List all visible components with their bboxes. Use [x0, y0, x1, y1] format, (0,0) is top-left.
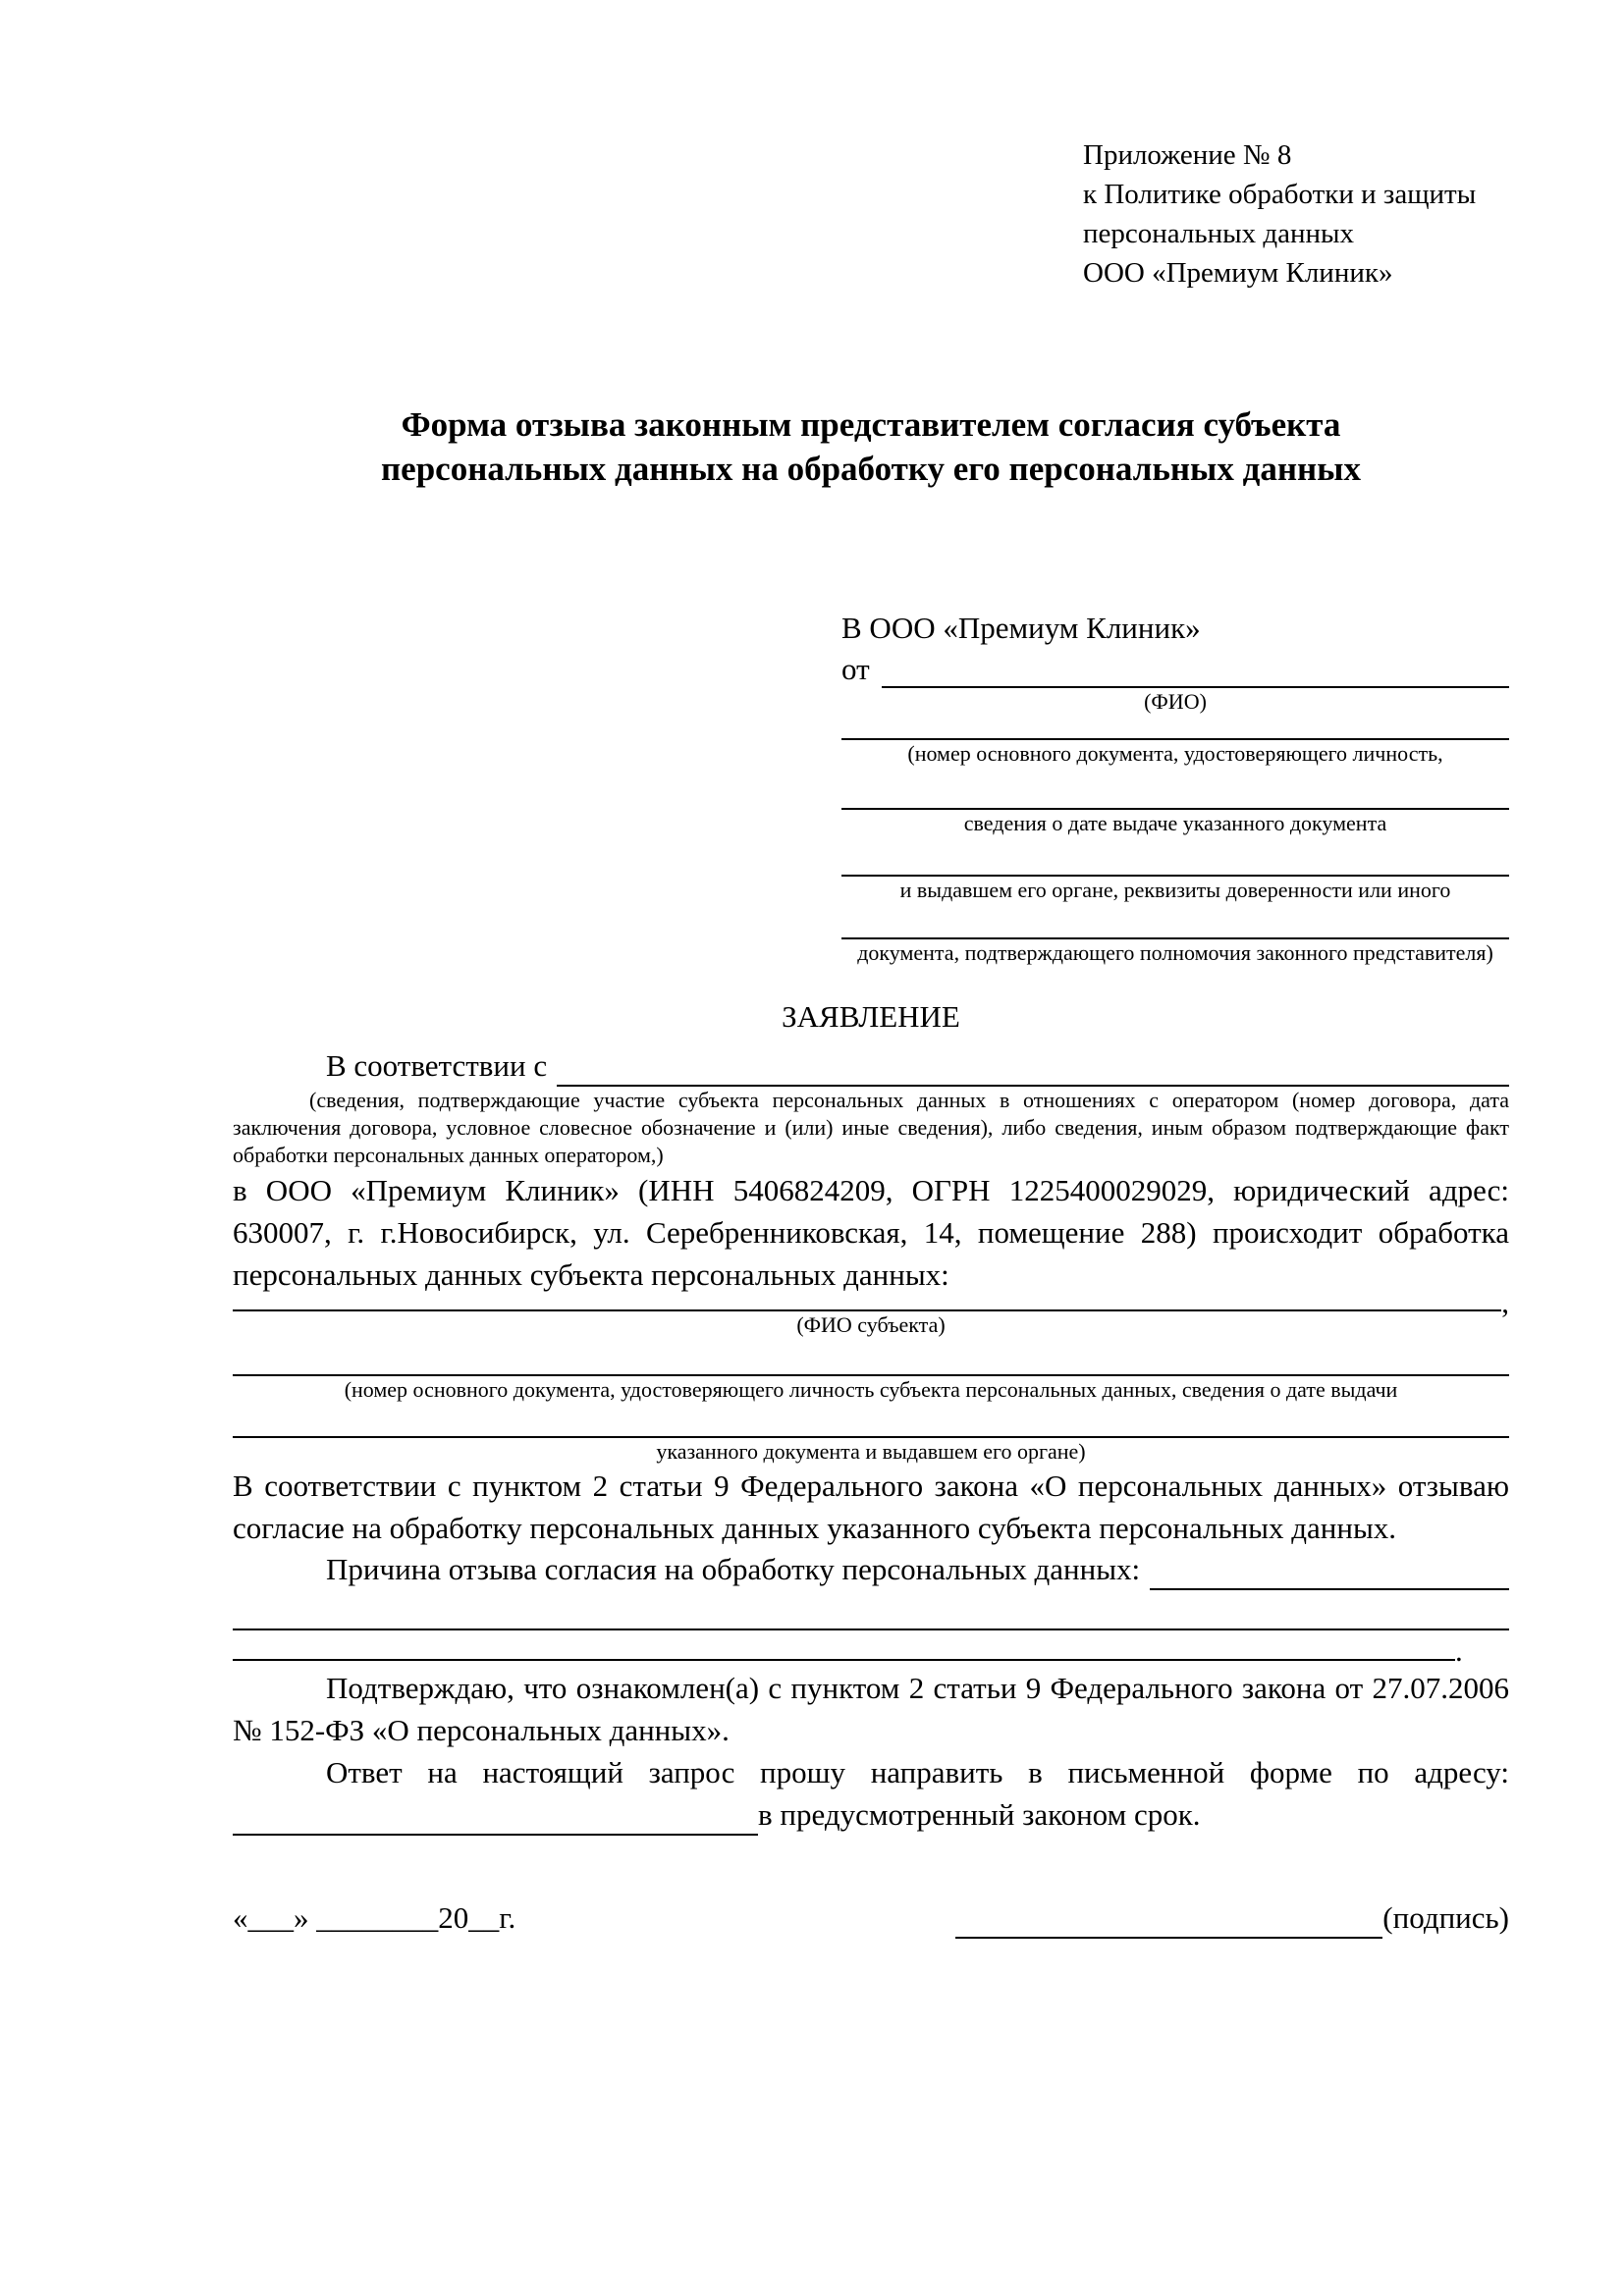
document-title: Форма отзыва законным представителем согласия субъекта персональных данных на обработку его персональных данных — [381, 405, 1361, 488]
appendix-line: персональных данных — [1083, 218, 1355, 249]
withdraw-paragraph: В соответствии с пунктом 2 статьи 9 Федерального закона «О персональных данных» отзываю согласие на обработку персональных данных указанного субъекта персональных данных. — [233, 1468, 1509, 1545]
signature-block — [955, 1896, 1509, 1939]
subject-document-caption-1: (номер основного документа, удостоверяющего личность субъекта персональных данных, сведения о дате выдачи — [344, 1377, 1398, 1402]
fio-caption: (ФИО) — [1144, 689, 1207, 714]
from-row — [841, 649, 1509, 688]
from-label: от — [841, 652, 870, 686]
reason-line3-row — [233, 1630, 1509, 1668]
reason-row — [233, 1549, 1509, 1590]
footer-row — [233, 1896, 1509, 1939]
reply-address-row — [233, 1793, 1509, 1836]
appendix-note — [1083, 135, 1509, 293]
issuing-authority-field — [841, 836, 1509, 877]
reason-field-line3 — [233, 1629, 1455, 1661]
subject-document-caption-2: указанного документа и выдавшем его органе) — [656, 1439, 1086, 1464]
reason-label: Причина отзыва согласия на обработку персональных данных: — [326, 1552, 1141, 1586]
reason-field — [1150, 1549, 1509, 1590]
reply-tail: в предусмотренный законом срок. — [758, 1797, 1201, 1832]
representative-fio-field — [882, 649, 1509, 688]
issue-date-caption: сведения о дате выдаче указанного документа — [963, 811, 1387, 835]
authority-document-field — [841, 903, 1509, 939]
representative-document-number-field — [841, 715, 1509, 740]
authority-document-caption: документа, подтверждающего полномочия законного представителя) — [857, 940, 1493, 965]
reason-line-period: . — [1455, 1633, 1463, 1668]
accordance-row — [233, 1045, 1509, 1087]
document-issue-date-field — [841, 767, 1509, 810]
subject-document-field-2 — [233, 1403, 1509, 1438]
addressee-to: В ООО «Премиум Клиник» — [841, 611, 1201, 645]
reason-field-line2 — [233, 1590, 1509, 1630]
reply-address-field — [233, 1793, 758, 1836]
appendix-line: Приложение № 8 — [1083, 139, 1292, 171]
addressee-block — [841, 607, 1509, 966]
subject-fio-row — [233, 1285, 1509, 1319]
subject-document-field — [233, 1338, 1509, 1376]
date-line: «___» ________20__г. — [233, 1900, 516, 1935]
accordance-note: (сведения, подтверждающие участие субъекта персональных данных в отношениях с оператором (номер договора, дата заключения договора, условное словесное обозначение и (или) иные сведения), либо сведения, иным образом подтверждающие факт обработки персональных данных оператором,) — [233, 1088, 1509, 1167]
accordance-basis-field — [557, 1045, 1509, 1087]
accordance-label: В соответствии с — [326, 1048, 548, 1083]
subject-fio-caption: (ФИО субъекта) — [796, 1312, 946, 1337]
issuing-authority-caption: и выдавшем его органе, реквизиты доверенности или иного — [899, 878, 1451, 902]
signature-caption: (подпись) — [1382, 1900, 1509, 1935]
signature-field — [955, 1896, 1382, 1939]
subject-line-comma: , — [1501, 1285, 1509, 1319]
appendix-line: к Политике обработки и защиты — [1083, 179, 1477, 210]
reply-sentence: Ответ на настоящий запрос прошу направить в письменной форме по адресу: — [326, 1755, 1509, 1789]
document-content — [233, 0, 1509, 1939]
appendix-line: ООО «Премиум Клиник» — [1083, 257, 1393, 289]
confirm-paragraph: Подтверждаю, что ознакомлен(а) с пунктом 2 статьи 9 Федерального закона от 27.07.2006 № 152-ФЗ «О персональных данных». — [233, 1671, 1509, 1747]
statement-heading: ЗАЯВЛЕНИЕ — [782, 999, 960, 1034]
document-number-caption: (номер основного документа, удостоверяющего личность, — [907, 741, 1443, 766]
operator-paragraph: в ООО «Премиум Клиник» (ИНН 5406824209, ОГРН 1225400029029, юридический адрес: 630007, г. г.Новосибирск, ул. Серебренниковская, 14, помещение 288) происходит обработка персональных данных субъекта персональных данных: — [233, 1173, 1509, 1292]
